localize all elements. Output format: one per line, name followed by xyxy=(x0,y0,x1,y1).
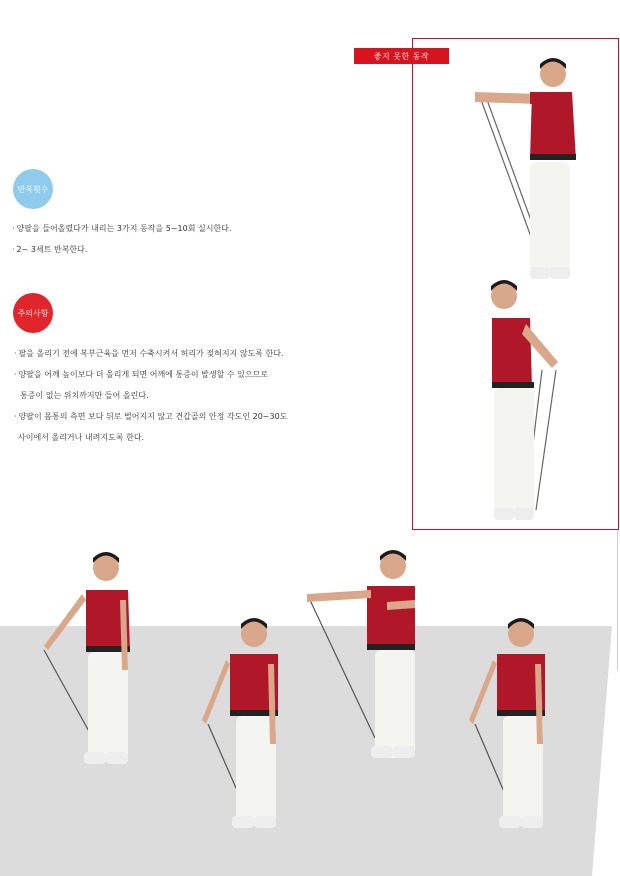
figure-bad-arms-back xyxy=(480,280,590,525)
figure-step-2 xyxy=(200,620,300,840)
caution-line-2: · 양팔을 어깨 높이보다 더 올리게 되면 어깨에 통증이 발생할 수 있으므로 xyxy=(14,370,269,379)
caution-badge: 주의사항 xyxy=(13,293,53,333)
caution-line-5: 사이에서 올리거나 내려지도록 한다. xyxy=(18,433,145,442)
figure-step-1 xyxy=(40,552,150,772)
reps-line-1: · 양팔을 들어올렸다가 내리는 3가지 동작을 5~10회 실시한다. xyxy=(12,224,232,233)
edge-divider xyxy=(617,530,618,670)
reps-badge: 반복횟수 xyxy=(13,169,53,209)
reps-line-2: · 2~ 3세트 반복한다. xyxy=(12,245,88,254)
caution-line-1: · 팔을 올리기 전에 복부근육을 먼저 수축시켜서 허리가 젖혀지지 않도록 한다. xyxy=(14,349,284,358)
caution-line-3: 통증이 없는 위치까지만 들어 올린다. xyxy=(20,391,149,400)
figure-step-4 xyxy=(465,620,565,840)
caution-line-4: · 양팔이 몸통의 측면 보다 뒤로 벌어지지 않고 견갑골의 안정 각도인 20~30도 xyxy=(14,412,288,421)
figure-step-3 xyxy=(303,552,428,772)
figure-bad-arms-forward xyxy=(460,52,600,292)
bad-motion-label: 좋지 못한 동작 xyxy=(354,48,449,64)
